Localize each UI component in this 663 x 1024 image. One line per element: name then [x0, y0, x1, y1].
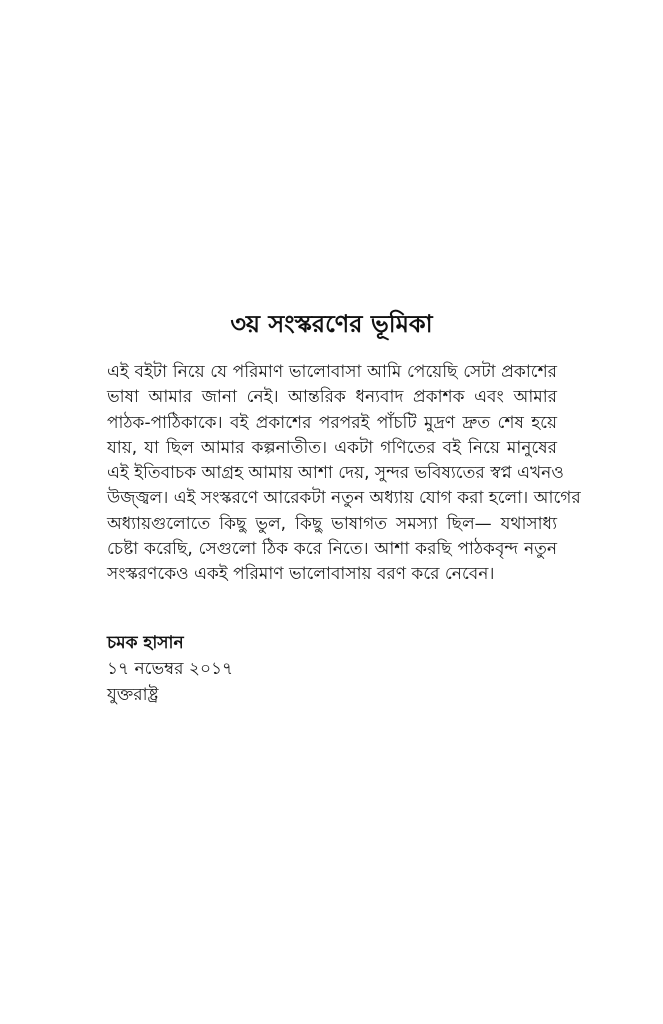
paragraph-line: সংস্করণকেও একই পরিমাণ ভালোবাসায় বরণ করে নেবেন।	[107, 564, 495, 585]
paragraph-line: যায়, যা ছিল আমার কল্পনাতীত। একটা গণিতের বই নিয়ে মানুষের	[107, 437, 557, 458]
paragraph-line: উজ্জ্বল। এই সংস্করণে আরেকটা নতুন অধ্যায় যোগ করা হলো। আগের	[107, 488, 581, 509]
signature-date: ১৭ নভেম্বর ২০১৭	[107, 659, 234, 679]
paragraph-line: চেষ্টা করেছি, সেগুলো ঠিক করে নিতে। আশা করছি পাঠকবৃন্দ নতুন	[107, 539, 557, 560]
signature-place: যুক্তরাষ্ট্র	[107, 685, 159, 705]
page-title: ৩য় সংস্করণের ভূমিকা	[230, 310, 433, 338]
paragraph-line: অধ্যায়গুলোতে কিছু ভুল, কিছু ভাষাগত সমস্যা ছিল— যথাসাধ্য	[107, 513, 557, 534]
author-name: চমক হাসান	[107, 633, 184, 653]
preface-paragraph	[107, 360, 581, 588]
signature-block	[107, 631, 233, 708]
paragraph-line: পাঠক-পাঠিকাকে। বই প্রকাশের পরপরই পাঁচটি মুদ্রণ দ্রুত শেষ হয়ে	[107, 412, 557, 433]
paragraph-line: এই বইটা নিয়ে যে পরিমাণ ভালোবাসা আমি পেয়েছি সেটা প্রকাশের	[107, 362, 557, 382]
paragraph-line: এই ইতিবাচক আগ্রহ আমায় আশা দেয়, সুন্দর ভবিষ্যতের স্বপ্ন এখনও	[107, 463, 564, 484]
paragraph-line: ভাষা আমার জানা নেই। আন্তরিক ধন্যবাদ প্রকাশক এবং আমার	[107, 387, 557, 408]
